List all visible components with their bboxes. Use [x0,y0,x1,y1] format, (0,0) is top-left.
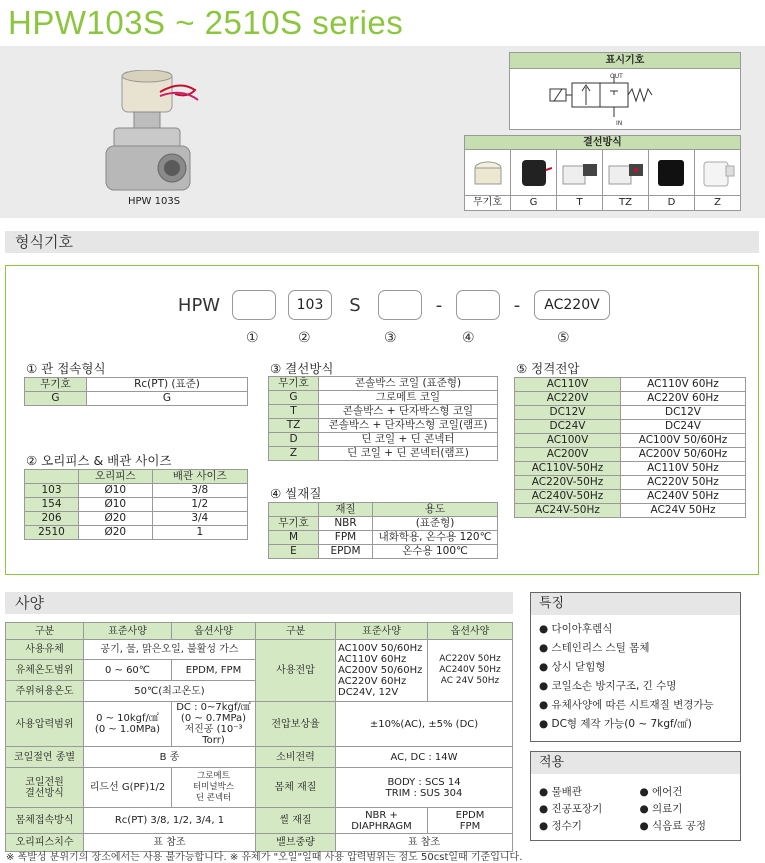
wiring-box [464,135,741,211]
spec-value: AC100V 50/60Hz [338,643,423,654]
t5-cell: AC100V [515,434,621,448]
t2-cell: 103 [25,484,79,498]
coil-g-image [511,150,557,195]
photo-caption: HPW 103S [128,196,181,207]
spec-value: ±10%(AC), ±5% (DC) [336,702,513,747]
t4-cell: EPDM [319,545,373,559]
t5-cell: AC110V [515,378,621,392]
t5-cell: AC200V [515,448,621,462]
spec-value: DIAPHRAGM [351,820,412,832]
spec-label: 결선방식 [25,787,64,799]
spec-label: 씰 재질 [256,808,336,834]
spec-coil-opt [172,768,256,808]
spec-volt-std [336,640,428,702]
spec-value: AC220V 60Hz [338,676,407,687]
spec-label: 소비전력 [256,747,336,768]
feature-text: 스테인리스 스틸 몸체 [551,642,650,654]
t4-cell: FPM [319,531,373,545]
t3-cell: 콘솔박스 + 단자박스형 코일(램프) [319,419,498,433]
applications-box [530,751,741,841]
spec-value: 리드선 G(PF)1/2 [84,768,172,808]
t3-cell: 딘 코일 + 딘 콘넥터 [319,433,498,447]
spec-value: 표 참조 [84,834,256,852]
spec-table [5,622,513,852]
t5-cell: AC110V 60Hz [621,378,746,392]
spec-pressure-opt [172,702,256,747]
feature-item: ● 스테인리스 스틸 몸체 [539,642,650,654]
spec-value: 딘 콘넥터 [195,793,232,803]
spec-value: B 종 [84,747,256,768]
spec-pressure-std [84,702,172,747]
t5-cell: AC24V 50Hz [621,504,746,518]
feature-item: ● 상시 닫힘형 [539,661,606,673]
spec-label: 주위허용온도 [6,681,84,702]
t5-cell: AC220V 50Hz [621,476,746,490]
feature-item: ● DC형 제작 가능(0 ~ 7kgf/㎠) [539,718,692,730]
app-text: 에어건 [652,786,683,798]
spec-value: Rc(PT) 3/8, 1/2, 3/4, 1 [84,808,256,834]
spec-header: 구분 [256,623,336,640]
t2-cell: 3/8 [152,484,247,498]
t5-cell: AC100V 50/60Hz [621,434,746,448]
applications-header: 적용 [531,752,740,774]
spec-coil-label [6,768,84,808]
t3-cell: 콘솔박스 + 단자박스형 코일 [319,405,498,419]
spec-label: 코일전원 [25,776,64,788]
spec-seal-std [336,808,428,834]
code-dash: - [435,294,443,316]
spec-value: 그로메트 [197,771,230,781]
code-number: ② [298,330,311,346]
t4-cell: E [269,545,319,559]
wiring-label: 무기호 [465,196,511,210]
spec-label: 밸브중량 [256,834,336,852]
code-prefix: HPW [177,294,221,316]
t1-table [24,377,248,406]
spec-value: 공기, 물, 맑은오일, 불활성 가스 [84,640,256,660]
spec-value: (0 ~ 1.0MPa) [94,724,161,735]
spec-value: (0 ~ 0.7MPa) [180,713,247,724]
spec-value: 터미널박스 [192,782,235,792]
features-header: 특징 [531,593,740,615]
t3-cell: 콘솔박스 코일 (표준형) [319,377,498,391]
spec-value: 0 ~ 60℃ [84,660,172,681]
t2-cell: 2510 [25,526,79,540]
spec-label: 유체온도범위 [6,660,84,681]
wiring-header: 결선방식 [465,136,740,150]
spec-header: 옵션사양 [172,623,256,640]
spec-header: 구분 [6,623,84,640]
spec-value: AC110V 60Hz [338,654,407,665]
t3-cell: T [269,405,319,419]
t5-cell: DC12V [621,406,746,420]
spec-value: 표 참조 [336,834,513,852]
t2-cell: 1/2 [152,498,247,512]
spec-value: DC24V, 12V [338,687,399,698]
spec-value: FPM [459,820,481,832]
t4-cell: 내화학용, 온수용 120℃ [373,531,498,545]
valve-symbol-icon [510,69,740,129]
model-section-header: 형식기호 [5,231,759,253]
spec-volt-opt [428,640,513,702]
t2-cell: Ø20 [79,526,153,540]
code-dash: - [513,294,521,316]
spec-label: 사용전압 [256,640,336,702]
spec-label: 전압보상율 [256,702,336,747]
coil-t-image [557,150,603,195]
spec-label: 사용유체 [6,640,84,660]
spec-body [336,768,513,808]
spec-label: 몸체접속방식 [6,808,84,834]
spec-value: EPDM, FPM [172,660,256,681]
t4-header [269,503,319,517]
footnote: ※ 폭발성 분위기의 장소에서는 사용 불가능합니다. ※ 유체가 "오일"일때 사용 압력범위는 점도 50cst일때 기준입니다. [6,852,523,863]
in-label: IN [616,120,623,127]
spec-seal-opt [428,808,513,834]
spec-header: 옵션사양 [428,623,513,640]
t2-caption: ② 오리피스 & 배관 사이즈 [26,453,172,468]
t5-cell: DC12V [515,406,621,420]
spec-label: 오리피스치수 [6,834,84,852]
page-title: HPW103S ~ 2510S series [8,4,404,41]
t3-caption: ③ 결선방식 [270,361,334,376]
app-item: ● 진공포장기 [539,803,603,815]
app-text: 물배관 [551,786,582,798]
feature-item: ● 유체사양에 따른 시트재질 변경가능 [539,699,714,711]
t4-cell: NBR [319,517,373,531]
t3-cell: 딘 코일 + 딘 콘넥터(램프) [319,447,498,461]
t4-caption: ④ 씰재질 [270,486,322,501]
coil-standard-image [465,150,511,195]
wiring-label: G [511,196,557,210]
t5-cell: AC220V 60Hz [621,392,746,406]
t2-cell: Ø10 [79,484,153,498]
t4-header: 재질 [319,503,373,517]
t5-cell: AC240V 50Hz [621,490,746,504]
feature-text: 다이아후렘식 [551,623,613,635]
spec-label: 사용압력범위 [6,702,84,747]
spec-header: 표준사양 [336,623,428,640]
feature-item: ● 다이아후렘식 [539,623,613,635]
feature-text: 코일소손 방지구조, 긴 수명 [551,680,677,692]
t3-table [268,376,498,461]
coil-z-image [695,150,740,195]
t2-header: 배관 사이즈 [152,470,247,484]
app-text: 의료기 [652,803,683,815]
t5-cell: AC110V-50Hz [515,462,621,476]
t3-cell: G [269,391,319,405]
t5-cell: AC24V-50Hz [515,504,621,518]
feature-text: 유체사양에 따른 시트재질 변경가능 [551,699,714,711]
valve-photo [100,70,200,195]
app-item: ● 물배관 [539,786,582,798]
t1-cell: 무기호 [25,378,87,392]
spec-value: AC200V 50/60Hz [338,665,423,676]
code-box-4 [456,290,500,320]
code-number: ④ [462,330,475,346]
spec-value: AC220V 50Hz [439,654,501,664]
t5-cell: AC240V-50Hz [515,490,621,504]
t4-cell: 무기호 [269,517,319,531]
code-number: ③ [384,330,397,346]
spec-value: AC, DC : 14W [336,747,513,768]
out-label: OUT [610,73,623,80]
spec-label: 몸체 재질 [256,768,336,808]
t5-cell: DC24V [515,420,621,434]
spec-value: AC 24V 50Hz [440,676,500,686]
t3-cell: 무기호 [269,377,319,391]
app-item: ● 에어건 [639,786,683,798]
t2-table [24,469,248,540]
t3-cell: 그로메트 코일 [319,391,498,405]
wiring-label: D [649,196,695,210]
app-text: 진공포장기 [551,803,603,815]
t3-cell: D [269,433,319,447]
spec-header: 표준사양 [84,623,172,640]
code-number: ① [246,330,259,346]
spec-value: EPDM [455,809,485,821]
t2-cell: 3/4 [152,512,247,526]
t1-cell: G [25,392,87,406]
code-mid: S [349,294,361,316]
t2-header: 오리피스 [79,470,153,484]
app-text: 정수기 [551,820,582,832]
spec-section-header: 사양 [5,592,513,614]
code-number: ⑤ [557,330,570,346]
spec-value: 0 ~ 10kgf/㎠ [96,713,159,724]
t5-cell: AC220V [515,392,621,406]
t2-cell: Ø20 [79,512,153,526]
t2-header [25,470,79,484]
spec-value: NBR + [365,809,398,821]
spec-value: DC : 0~7kgf/㎠ [176,702,251,713]
spec-value: AC240V 50Hz [439,665,501,675]
coil-tz-image [603,150,649,195]
feature-text: 상시 닫힘형 [551,661,606,673]
spec-value: 저진공 (10⁻³ Torr) [184,724,243,746]
feature-item: ● 코일소손 방지구조, 긴 수명 [539,680,677,692]
app-item: ● 정수기 [539,820,582,832]
app-text: 식음료 공정 [652,820,707,832]
t4-table [268,502,498,559]
app-item: ● 의료기 [639,803,683,815]
wiring-label: Z [714,197,721,208]
coil-d-image [649,150,695,195]
t2-cell: 154 [25,498,79,512]
spec-value: TRIM : SUS 304 [385,787,463,799]
t2-cell: 1 [152,526,247,540]
t4-cell: M [269,531,319,545]
t3-cell: Z [269,447,319,461]
t2-cell: 206 [25,512,79,526]
wiring-label: TZ [603,196,649,210]
model-code [170,290,610,320]
t5-caption: ⑤ 정격전압 [516,361,580,376]
code-box-2: 103 [288,290,332,320]
t5-cell: AC200V 50/60Hz [621,448,746,462]
app-item: ● 식음료 공정 [639,820,707,832]
spec-value: BODY : SCS 14 [387,776,461,788]
t2-cell: Ø10 [79,498,153,512]
wiring-label: T [557,196,603,210]
symbol-header: 표시기호 [510,53,740,69]
t4-header: 용도 [373,503,498,517]
t1-caption: ① 관 접속형식 [26,361,106,376]
code-box-5: AC220V [534,290,610,320]
code-box-3 [378,290,422,320]
t4-cell: (표준형) [373,517,498,531]
spec-value: 50℃(최고온도) [84,681,256,702]
t5-cell: DC24V [621,420,746,434]
feature-text: DC형 제작 가능(0 ~ 7kgf/㎠) [551,718,692,730]
spec-label: 코일절연 종별 [6,747,84,768]
t1-cell: Rc(PT) (표준) [87,378,248,392]
symbol-box [509,52,741,130]
t5-cell: AC110V 50Hz [621,462,746,476]
t4-cell: 온수용 100℃ [373,545,498,559]
t5-table [514,377,746,518]
features-box [530,592,741,742]
code-box-1 [232,290,276,320]
t5-cell: AC220V-50Hz [515,476,621,490]
t3-cell: TZ [269,419,319,433]
t1-cell: G [87,392,248,406]
